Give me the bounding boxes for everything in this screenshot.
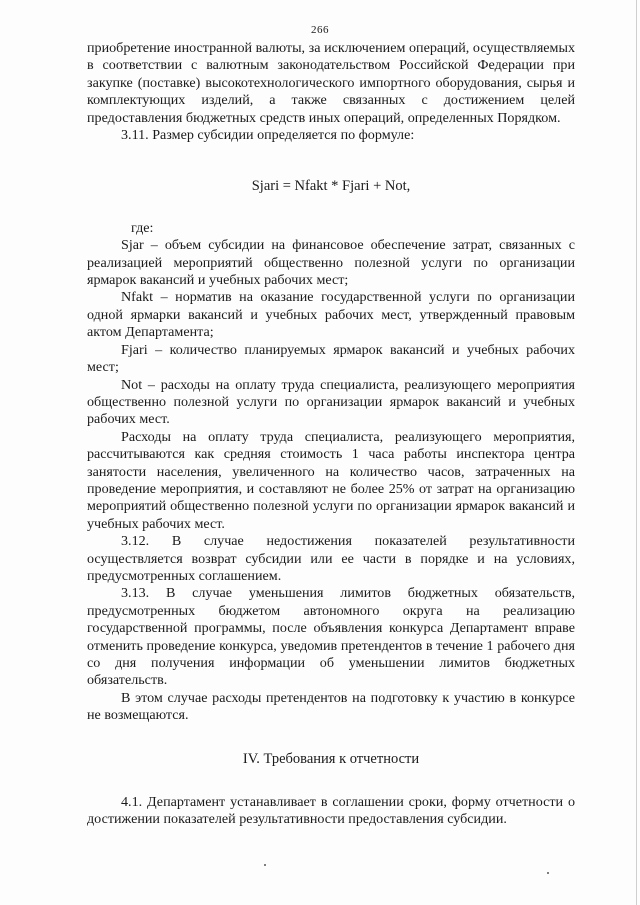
- paragraph-costs-not-reimbursed: В этом случае расходы претендентов на подготовку к участию в конкурсе не возмещаются.: [87, 689, 575, 724]
- definition-sjar: Sjar – объем субсидии на финансовое обеспечение затрат, связанных с реализацией мероприятий общественно полезной услуги по организации ярмарок вакансий и учебных рабочих мест;: [87, 237, 575, 289]
- paragraph-currency-exception: приобретение иностранной валюты, за исключением операций, осуществляемых в соответствии с валютным законодательством Российской Федерации при закупке (поставке) высокотехнологического импортного оборудования, сырья и комплектующих изделий, а также связанных с достижением целей предоставления бюджетных средств иных операций, определенных Порядком.: [87, 40, 575, 126]
- definition-fjari: Fjari – количество планируемых ярмарок вакансий и учебных рабочих мест;: [87, 341, 575, 376]
- paragraph-labor-costs: Расходы на оплату труда специалиста, реализующего мероприятия, рассчитываются как средняя стоимость 1 часа работы инспектора центра занятости населения, увеличенного на количество часов, затраченных на проведение мероприятия, и составляют не более 25% от затрат на организацию мероприятий общественно полезной услуги по организации ярмарок вакансий и учебных рабочих мест.: [87, 428, 575, 532]
- page-edge: [636, 0, 637, 905]
- scan-speck: [264, 864, 266, 866]
- paragraph-3-11: 3.11. Размер субсидии определяется по формуле:: [121, 127, 415, 144]
- subsidy-formula: Sjari = Nfakt * Fjari + Not,: [251, 178, 411, 195]
- section-heading-reporting: IV. Требования к отчетности: [242, 750, 420, 767]
- scan-speck: [547, 872, 549, 874]
- paragraph-4-1: 4.1. Департамент устанавливает в соглашении сроки, форму отчетности о достижении показателей результативности предоставления субсидии.: [87, 794, 575, 828]
- paragraph-where: где:: [131, 219, 154, 236]
- paragraph-3-12: 3.12. В случае недостижения показателей результативности осуществляется возврат субсидии или ее части в порядке и на условиях, предусмотренных соглашением.: [87, 533, 575, 584]
- definition-nfakt: Nfakt – норматив на оказание государственной услуги по организации одной ярмарки вакансий и учебных рабочих мест, утвержденный правовым актом Департамента;: [87, 289, 575, 341]
- page-number: 266: [311, 24, 329, 36]
- document-body: [87, 40, 575, 829]
- definition-not: Not – расходы на оплату труда специалиста, реализующего мероприятия общественно полезной услуги по организации ярмарок вакансий и учебных рабочих мест.: [87, 376, 575, 428]
- paragraph-3-13: 3.13. В случае уменьшения лимитов бюджетных обязательств, предусмотренных бюджетом автономного округа на реализацию государственной программы, после объявления конкурса Департамент вправе отменить проведение конкурса, уведомив претендентов в течение 1 рабочего дня со дня получения информации об уменьшении лимитов бюджетных обязательств.: [87, 585, 575, 689]
